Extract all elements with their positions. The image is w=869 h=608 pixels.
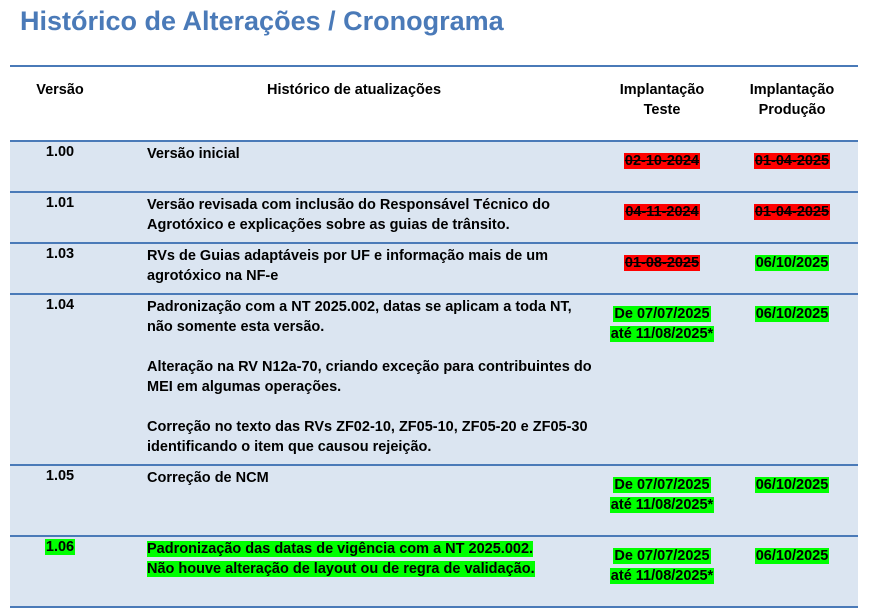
version-cell: 1.04 bbox=[10, 294, 110, 465]
date-value: 01-04-2025 bbox=[754, 153, 830, 169]
version-cell: 1.01 bbox=[10, 192, 110, 243]
test-date-cell bbox=[598, 141, 726, 192]
history-text: Padronização com a NT 2025.002, datas se aplicam a toda NT, não somente esta versão. bbox=[147, 299, 572, 335]
version-cell: 1.06 bbox=[10, 536, 110, 607]
version-cell: 1.00 bbox=[10, 141, 110, 192]
test-date-cell bbox=[598, 192, 726, 243]
date-value: De 07/07/2025 bbox=[614, 477, 710, 493]
history-text: RVs de Guias adaptáveis por UF e informação mais de um agrotóxico na NF-e bbox=[147, 248, 549, 284]
header-version: Versão bbox=[10, 66, 110, 141]
date-value: De 07/07/2025 bbox=[614, 548, 710, 564]
test-date-cell bbox=[598, 294, 726, 465]
history-cell bbox=[110, 243, 598, 294]
test-date-cell bbox=[598, 536, 726, 607]
history-text: Correção de NCM bbox=[147, 470, 269, 486]
prod-date-cell bbox=[726, 465, 858, 536]
date-value: 06/10/2025 bbox=[755, 255, 829, 271]
date-value: 01-04-2025 bbox=[754, 204, 830, 220]
date-value: até 11/08/2025* bbox=[610, 326, 714, 342]
table-row bbox=[10, 192, 858, 243]
date-value: De 07/07/2025 bbox=[614, 306, 710, 322]
prod-date-cell bbox=[726, 536, 858, 607]
history-text: Alteração na RV N12a-70, criando exceção para contribuintes do MEI em algumas operações. bbox=[147, 359, 592, 395]
table-row bbox=[10, 141, 858, 192]
date-value: 06/10/2025 bbox=[755, 548, 829, 564]
version-cell: 1.05 bbox=[10, 465, 110, 536]
prod-date-cell bbox=[726, 141, 858, 192]
history-cell bbox=[110, 141, 598, 192]
header-test: Implantação Teste bbox=[598, 66, 726, 141]
header-row bbox=[10, 66, 858, 141]
date-value: até 11/08/2025* bbox=[610, 497, 714, 513]
date-value: 04-11-2024 bbox=[625, 204, 699, 220]
test-date-cell bbox=[598, 465, 726, 536]
date-value: até 11/08/2025* bbox=[610, 568, 714, 584]
prod-date-cell bbox=[726, 243, 858, 294]
date-value: 06/10/2025 bbox=[755, 477, 829, 493]
history-text: Versão revisada com inclusão do Responsável Técnico do Agrotóxico e explicações sobre as guias de trânsito. bbox=[147, 197, 550, 233]
date-value: 06/10/2025 bbox=[755, 306, 829, 322]
history-text: Versão inicial bbox=[147, 146, 240, 162]
prod-date-cell bbox=[726, 192, 858, 243]
date-value: 02-10-2024 bbox=[624, 153, 700, 169]
table-row bbox=[10, 294, 858, 465]
version-cell: 1.03 bbox=[10, 243, 110, 294]
table-row bbox=[10, 465, 858, 536]
history-table bbox=[10, 65, 858, 608]
history-cell bbox=[110, 465, 598, 536]
date-value: 01-08-2025 bbox=[624, 255, 700, 271]
prod-date-cell bbox=[726, 294, 858, 465]
table-row bbox=[10, 536, 858, 607]
history-cell: Padronização das datas de vigência com a NT 2025.002. Não houve alteração de layout ou de regra de validação. bbox=[110, 536, 598, 607]
table-row bbox=[10, 243, 858, 294]
history-cell bbox=[110, 294, 598, 465]
history-cell bbox=[110, 192, 598, 243]
test-date-cell bbox=[598, 243, 726, 294]
header-prod: Implantação Produção bbox=[726, 66, 858, 141]
page-title: Histórico de Alterações / Cronograma bbox=[20, 6, 504, 36]
history-text: Correção no texto das RVs ZF02-10, ZF05-10, ZF05-20 e ZF05-30 identificando o item que causou rejeição. bbox=[147, 419, 588, 455]
header-history: Histórico de atualizações bbox=[110, 66, 598, 141]
